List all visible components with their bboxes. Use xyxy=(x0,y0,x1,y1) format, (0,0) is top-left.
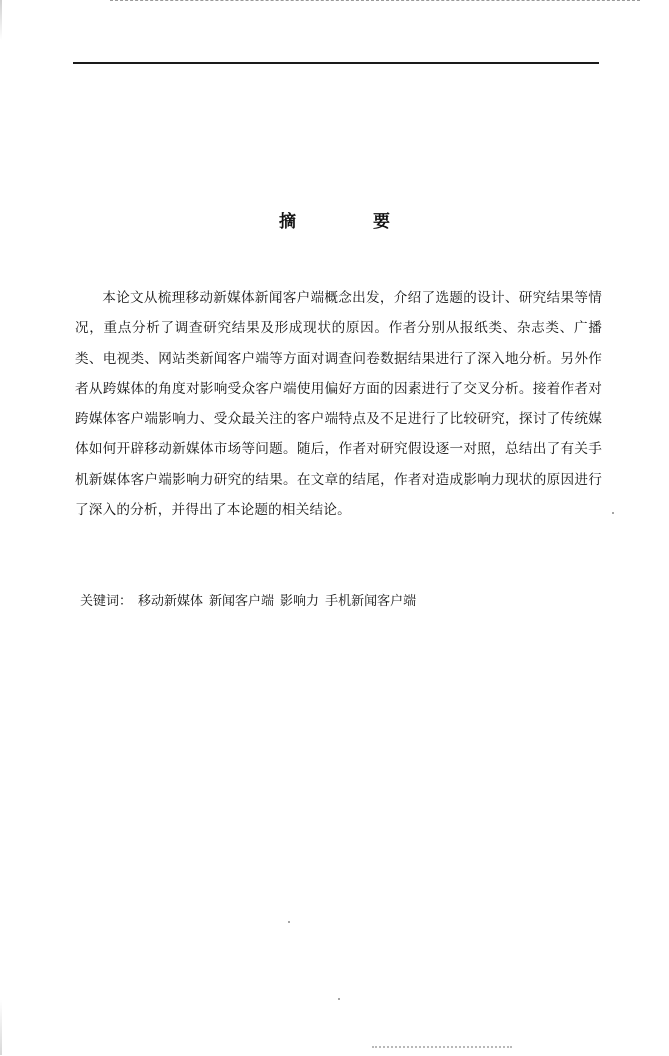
scan-edge-top xyxy=(110,0,640,3)
scan-speck xyxy=(288,921,290,923)
scan-speck xyxy=(612,512,614,514)
keyword-item: 移动新媒体 xyxy=(138,594,204,609)
keyword-item: 影响力 xyxy=(280,594,320,609)
keyword-item: 手机新闻客户端 xyxy=(325,594,417,609)
scan-speck xyxy=(338,998,340,1000)
keywords-line xyxy=(80,590,422,609)
abstract-title: 摘 要 xyxy=(279,212,420,232)
abstract-body: 本论文从梳理移动新媒体新闻客户端概念出发，介绍了选题的设计、研究结果等情况，重点分析了调查研究结果及形成现状的原因。作者分别从报纸类、杂志类、广播类、电视类、网站类新闻客户端等方面对调查问卷数据结果进行了深入地分析。另外作者从跨媒体的角度对影响受众客户端使用偏好方面的因素进行了交叉分析。接着作者对跨媒体客户端影响力、受众最关注的客户端特点及不足进行了比较研究，探讨了传统媒体如何开辟移动新媒体市场等问题。随后，作者对研究假设逐一对照，总结出了有关手机新媒体客户端影响力研究的结果。在文章的结尾，作者对造成影响力现状的原因进行了深入的分析，并得出了本论题的相关结论。 xyxy=(75,290,602,519)
header-rule xyxy=(73,62,599,64)
keyword-item: 新闻客户端 xyxy=(209,594,275,609)
keywords-label: 关键词： xyxy=(80,594,133,609)
scan-edge-left xyxy=(0,0,2,1055)
